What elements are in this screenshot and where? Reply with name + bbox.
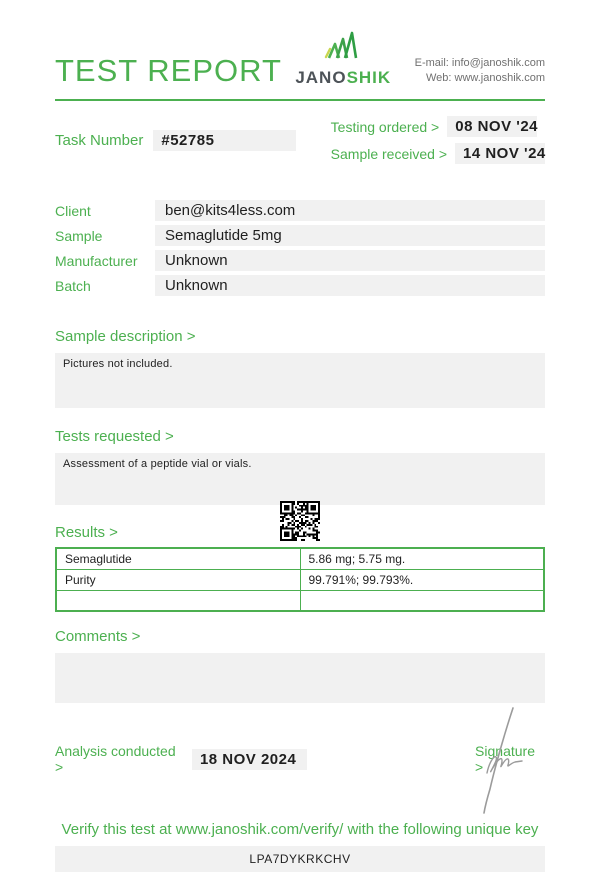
analysis-date-value: 18 NOV 2024 xyxy=(192,749,307,770)
sample-info-section xyxy=(55,200,545,296)
table-row xyxy=(56,548,544,569)
results-heading: Results > xyxy=(55,524,118,541)
client-value: ben@kits4less.com xyxy=(155,200,545,221)
test-report-page xyxy=(0,30,600,885)
contact-email: E-mail: info@janoshik.com xyxy=(414,57,545,69)
unique-key-value: LPA7DYKRKCHV xyxy=(249,852,351,866)
results-header xyxy=(55,503,545,547)
bar-chart-peaks-icon xyxy=(322,30,364,67)
task-number-row xyxy=(55,116,296,164)
signature-label: Signature > xyxy=(475,743,535,775)
sample-row xyxy=(55,225,545,246)
unique-key-box xyxy=(55,846,545,872)
header-divider xyxy=(55,99,545,101)
dates-column xyxy=(331,116,545,170)
testing-ordered-row xyxy=(331,116,545,137)
manufacturer-label: Manufacturer xyxy=(55,252,138,269)
sample-received-label: Sample received > xyxy=(330,145,447,162)
result-value: 5.86 mg; 5.75 mg. xyxy=(300,548,544,569)
tests-requested-box: Assessment of a peptide vial or vials. xyxy=(55,453,545,505)
result-analyte: Semaglutide xyxy=(56,548,300,569)
result-value: 99.791%; 99.793%. xyxy=(300,569,544,590)
client-label: Client xyxy=(55,202,91,219)
testing-ordered-label: Testing ordered > xyxy=(330,118,440,135)
janoshik-logo xyxy=(295,30,391,86)
manufacturer-row xyxy=(55,250,545,271)
comments-box xyxy=(55,653,545,703)
sample-received-row xyxy=(331,143,545,164)
table-row xyxy=(56,590,544,611)
sample-label: Sample xyxy=(55,227,103,244)
result-analyte xyxy=(56,590,300,611)
results-table xyxy=(55,547,545,612)
batch-value: Unknown xyxy=(155,275,545,296)
sample-received-value: 14 NOV '24 xyxy=(455,143,545,164)
sample-description-box: Pictures not included. xyxy=(55,353,545,408)
footer-row xyxy=(55,743,545,775)
handwritten-signature xyxy=(475,705,527,822)
footer-section xyxy=(55,703,545,815)
batch-label: Batch xyxy=(55,277,91,294)
task-number-label: Task Number xyxy=(55,131,144,149)
testing-ordered-value: 08 NOV '24 xyxy=(447,116,537,137)
contact-web: Web: www.janoshik.com xyxy=(425,72,545,84)
manufacturer-value: Unknown xyxy=(155,250,545,271)
batch-row xyxy=(55,275,545,296)
sample-value: Semaglutide 5mg xyxy=(155,225,545,246)
page-title: TEST REPORT xyxy=(55,53,282,88)
logo-wordmark: JANOSHIK xyxy=(295,68,392,87)
result-analyte: Purity xyxy=(56,569,300,590)
report-header xyxy=(55,30,545,86)
result-value xyxy=(300,590,544,611)
comments-heading: Comments > xyxy=(55,628,141,645)
qr-code xyxy=(280,499,320,548)
tests-requested-heading: Tests requested > xyxy=(55,428,174,445)
meta-section xyxy=(55,116,545,170)
client-row xyxy=(55,200,545,221)
verify-instruction: Verify this test at www.janoshik.com/verify/ with the following unique key xyxy=(61,821,539,838)
task-number-value: #52785 xyxy=(153,130,296,151)
contact-info xyxy=(415,56,545,86)
table-row xyxy=(56,569,544,590)
sample-description-heading: Sample description > xyxy=(55,328,196,345)
analysis-conducted-label: Analysis conducted > xyxy=(55,743,176,775)
